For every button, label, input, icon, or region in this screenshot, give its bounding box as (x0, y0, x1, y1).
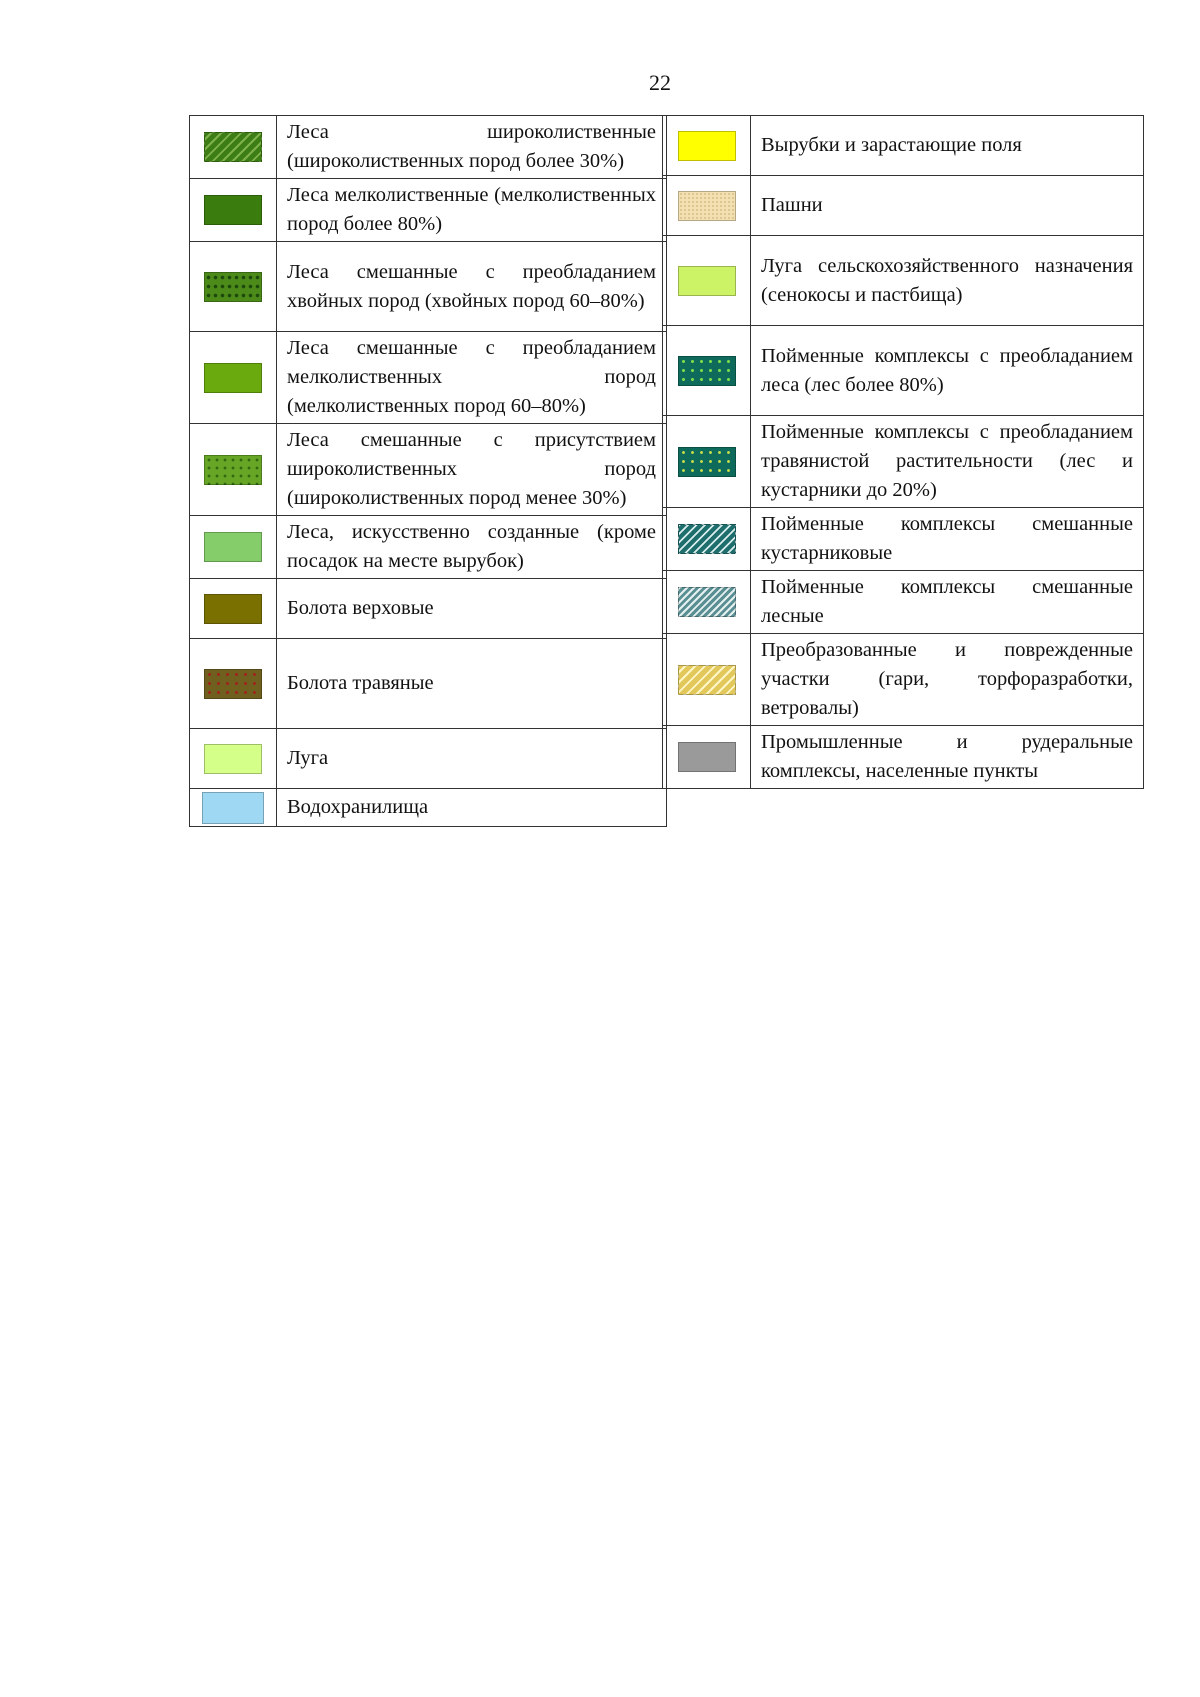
floodplain-mixed-forest-swatch (678, 587, 736, 617)
arable-land-swatch (678, 191, 736, 221)
legend-label: Водохранилища (277, 789, 667, 827)
legend-label: Преобразованные и поврежденные участки (гари, торфоразработки, ветровалы) (751, 634, 1144, 726)
broadleaf-forest-swatch (204, 132, 262, 162)
legend-row (190, 639, 667, 729)
floodplain-shrub-swatch (678, 524, 736, 554)
legend-label: Болота верховые (277, 579, 667, 639)
planted-forest-swatch (204, 532, 262, 562)
legend-row (663, 116, 1144, 176)
legend-row (190, 116, 667, 179)
legend-row (190, 332, 667, 424)
smallleaf-forest-swatch (204, 195, 262, 225)
legend-row (190, 242, 667, 332)
legend-label: Леса смешанные с преобладанием хвойных пород (хвойных пород 60–80%) (277, 242, 667, 332)
legend-row (663, 508, 1144, 571)
legend-row (663, 236, 1144, 326)
mixed-smallleaf-swatch (204, 363, 262, 393)
industrial-swatch (678, 742, 736, 772)
meadow-swatch (204, 744, 262, 774)
legend-row (190, 424, 667, 516)
legend-label: Леса мелколиственные (мелколиственных пород более 80%) (277, 179, 667, 242)
mixed-broadleaf-presence-swatch (204, 455, 262, 485)
legend-label: Леса широколиственные (широколиственных пород более 30%) (277, 116, 667, 179)
floodplain-forest-swatch (678, 356, 736, 386)
grass-bog-swatch (204, 669, 262, 699)
legend-label: Луга сельскохозяйственного назначения (сенокосы и пастбища) (751, 236, 1144, 326)
legend-row (663, 176, 1144, 236)
legend-label: Болота травяные (277, 639, 667, 729)
legend-label: Вырубки и зарастающие поля (751, 116, 1144, 176)
clearcut-swatch (678, 131, 736, 161)
legend-row (190, 579, 667, 639)
legend-table-right (662, 115, 1144, 789)
legend-row (190, 179, 667, 242)
reservoir-swatch (202, 792, 264, 824)
legend-row (663, 726, 1144, 789)
raised-bog-swatch (204, 594, 262, 624)
page-number: 22 (649, 70, 671, 95)
legend-row (663, 416, 1144, 508)
mixed-coniferous-swatch (204, 272, 262, 302)
legend-row (663, 634, 1144, 726)
legend-label: Леса, искусственно созданные (кроме посадок на месте вырубок) (277, 516, 667, 579)
legend-row (190, 729, 667, 789)
damaged-areas-swatch (678, 665, 736, 695)
legend-label: Пойменные комплексы смешанные кустарниковые (751, 508, 1144, 571)
legend-row (663, 326, 1144, 416)
legend-label: Леса смешанные с преобладанием мелколиственных пород (мелколиственных пород 60–80%) (277, 332, 667, 424)
legend-label: Промышленные и рудеральные комплексы, населенные пункты (751, 726, 1144, 789)
legend-table-left (189, 115, 667, 827)
legend-row (663, 571, 1144, 634)
legend-row (190, 789, 667, 827)
legend-label: Леса смешанные с присутствием широколиственных пород (широколиственных пород менее 30%) (277, 424, 667, 516)
legend-row (190, 516, 667, 579)
legend-label: Пойменные комплексы смешанные лесные (751, 571, 1144, 634)
legend-label: Луга (277, 729, 667, 789)
floodplain-grass-swatch (678, 447, 736, 477)
legend-label: Пойменные комплексы с преобладанием травянистой растительности (лес и кустарники до 20%) (751, 416, 1144, 508)
legend-label: Пашни (751, 176, 1144, 236)
legend-label: Пойменные комплексы с преобладанием леса (лес более 80%) (751, 326, 1144, 416)
agri-meadow-swatch (678, 266, 736, 296)
